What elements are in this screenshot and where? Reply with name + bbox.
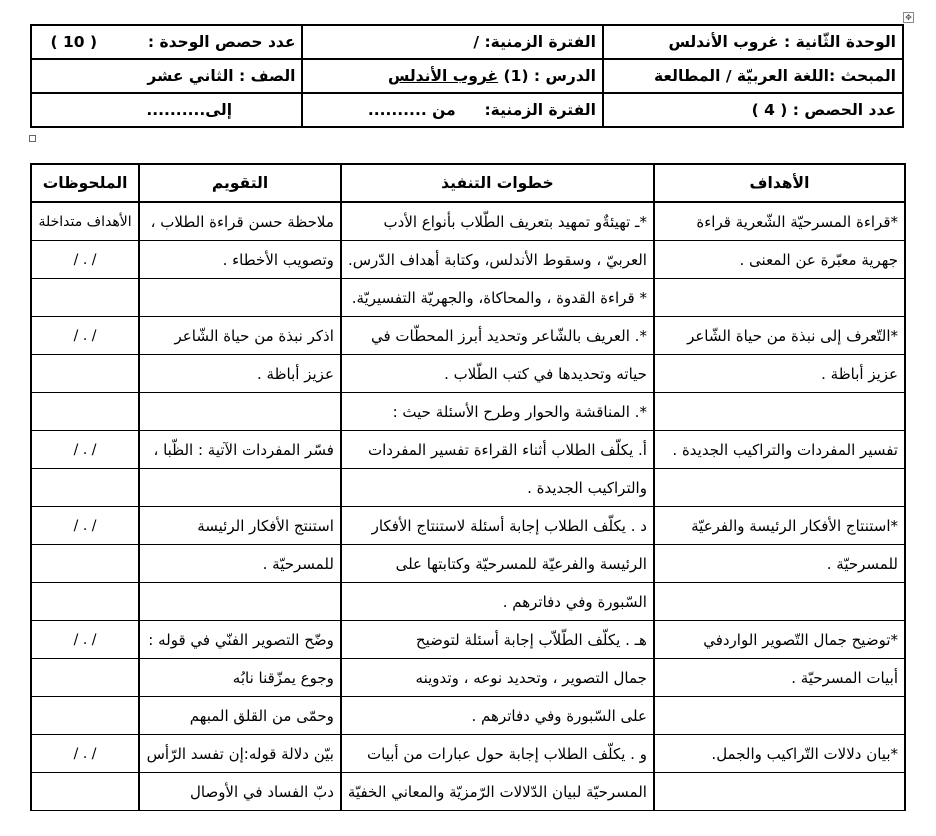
table-move-handle-icon[interactable]: ✥: [903, 12, 914, 23]
subject-cell: المبحث :اللغة العربيّة / المطالعة: [603, 59, 903, 93]
evaluation-cell: عزيز أباظة .: [139, 355, 341, 393]
unit-lessons-value: ( 10 ): [50, 33, 98, 51]
table-header-row: [31, 164, 905, 202]
evaluation-cell: ملاحظة حسن قراءة الطلاب ،: [139, 202, 341, 241]
note-cell: / . /: [31, 735, 139, 773]
evaluation-cell: فسّر المفردات الآتية : الظّبا ،: [139, 431, 341, 469]
goal-cell: [654, 773, 905, 811]
lesson-cell: [302, 59, 602, 93]
table-row: [31, 697, 905, 735]
goal-cell: جهرية معبّرة عن المعنى .: [654, 241, 905, 279]
table-row: [31, 773, 905, 811]
note-cell: / . /: [31, 241, 139, 279]
column-header-evaluation: التقويم: [139, 164, 341, 202]
evaluation-cell: استنتج الأفكار الرئيسة: [139, 507, 341, 545]
evaluation-cell: وضّح التصوير الفنّي في قوله :: [139, 621, 341, 659]
table-row: [31, 355, 905, 393]
note-cell: / . /: [31, 317, 139, 355]
paragraph-mark-icon: [29, 135, 36, 142]
evaluation-cell: اذكر نبذة من حياة الشّاعر: [139, 317, 341, 355]
table-row: [31, 735, 905, 773]
table-row: [31, 393, 905, 431]
goal-cell: *استنتاج الأفكار الرئيسة والفرعيّة: [654, 507, 905, 545]
goal-cell: عزيز أباظة .: [654, 355, 905, 393]
goal-cell: *التّعرف إلى نبذة من حياة الشّاعر: [654, 317, 905, 355]
lesson-plan-table: [30, 163, 906, 811]
table-row: [31, 659, 905, 697]
unit-lessons-cell: [31, 25, 302, 59]
column-header-goals: الأهداف: [654, 164, 905, 202]
note-cell: [31, 469, 139, 507]
note-cell: [31, 355, 139, 393]
unit-lessons-label: عدد حصص الوحدة :: [147, 33, 296, 51]
note-cell: [31, 279, 139, 317]
lesson-title: غروب الأندلس: [387, 67, 499, 85]
step-cell: على السّبورة وفي دفاترهم .: [341, 697, 654, 735]
period-range-label: الفترة الزمنية:: [484, 101, 596, 119]
note-cell: [31, 583, 139, 621]
note-cell: [31, 659, 139, 697]
step-cell: و . يكلّف الطلاب إجابة حول عبارات من أبيات: [341, 735, 654, 773]
goal-cell: أبيات المسرحيّة .: [654, 659, 905, 697]
note-cell: الأهداف متداخلة: [31, 202, 139, 241]
goal-cell: [654, 393, 905, 431]
goal-cell: [654, 469, 905, 507]
evaluation-cell: [139, 469, 341, 507]
table-row: [31, 279, 905, 317]
grade-cell: الصف : الثاني عشر: [31, 59, 302, 93]
step-cell: هـ . يكلّف الطّلاّب إجابة أسئلة لتوضيح: [341, 621, 654, 659]
evaluation-cell: بيّن دلالة قوله:إن تفسد الرّأس: [139, 735, 341, 773]
evaluation-cell: [139, 393, 341, 431]
goal-cell: [654, 697, 905, 735]
column-header-steps: خطوات التنفيذ: [341, 164, 654, 202]
goal-cell: *بيان دلالات التّراكيب والجمل.: [654, 735, 905, 773]
evaluation-cell: للمسرحيّة .: [139, 545, 341, 583]
step-cell: *. العريف بالشّاعر وتحديد أبرز المحطّات في: [341, 317, 654, 355]
table-row: [31, 545, 905, 583]
evaluation-cell: [139, 279, 341, 317]
step-cell: السّبورة وفي دفاترهم .: [341, 583, 654, 621]
table-row: [31, 469, 905, 507]
table-row: [31, 621, 905, 659]
note-cell: / . /: [31, 431, 139, 469]
step-cell: المسرحيّة لبيان الدّلالات الرّمزيّة والمعاني الخفيّة: [341, 773, 654, 811]
step-cell: *. المناقشة والحوار وطرح الأسئلة حيث :: [341, 393, 654, 431]
goal-cell: تفسير المفردات والتراكيب الجديدة .: [654, 431, 905, 469]
table-row: [31, 431, 905, 469]
step-cell: د . يكلّف الطلاب إجابة أسئلة لاستنتاج الأفكار: [341, 507, 654, 545]
step-cell: والتراكيب الجديدة .: [341, 469, 654, 507]
table-row: [31, 507, 905, 545]
note-cell: [31, 697, 139, 735]
evaluation-cell: [139, 583, 341, 621]
table-row: [31, 241, 905, 279]
step-cell: العربيّ ، وسقوط الأندلس، وكتابة أهداف الدّرس.: [341, 241, 654, 279]
note-cell: [31, 393, 139, 431]
goal-cell: [654, 279, 905, 317]
step-cell: * قراءة القدوة ، والمحاكاة، والجهريّة التفسيريّة.: [341, 279, 654, 317]
table-row: [31, 317, 905, 355]
period-range-to: إلى..........: [146, 101, 233, 119]
step-cell: الرئيسة والفرعيّة للمسرحيّة وكتابتها على: [341, 545, 654, 583]
evaluation-cell: دبّ الفساد في الأوصال: [139, 773, 341, 811]
step-cell: حياته وتحديدها في كتب الطّلاب .: [341, 355, 654, 393]
goal-cell: للمسرحيّة .: [654, 545, 905, 583]
table-row: [31, 583, 905, 621]
step-cell: أ. يكلّف الطلاب أثناء القراءة تفسير المفردات: [341, 431, 654, 469]
note-cell: / . /: [31, 621, 139, 659]
table-row: [31, 202, 905, 241]
step-cell: *ـ تهيئةٌو تمهيد بتعريف الطّلاب بأنواع الأدب: [341, 202, 654, 241]
period-range-to-cell: [31, 93, 302, 127]
evaluation-cell: وتصويب الأخطاء .: [139, 241, 341, 279]
note-cell: [31, 545, 139, 583]
lessons-count-cell: عدد الحصص : ( 4 ): [603, 93, 903, 127]
unit-cell: الوحدة الثّانية : غروب الأندلس: [603, 25, 903, 59]
lesson-label: الدرس : (1): [503, 67, 596, 85]
period-cell: الفترة الزمنية: /: [302, 25, 602, 59]
column-header-notes: الملحوظات: [31, 164, 139, 202]
evaluation-cell: وجوع يمزّقنا نابُه: [139, 659, 341, 697]
period-range-cell: [302, 93, 602, 127]
note-cell: / . /: [31, 507, 139, 545]
period-range-from: من ..........: [367, 101, 456, 119]
goal-cell: *توضيح جمال التّصوير الواردفي: [654, 621, 905, 659]
note-cell: [31, 773, 139, 811]
goal-cell: *قراءة المسرحيّة الشّعرية قراءة: [654, 202, 905, 241]
step-cell: جمال التصوير ، وتحديد نوعه ، وتدوينه: [341, 659, 654, 697]
goal-cell: [654, 583, 905, 621]
lesson-info-table: [30, 24, 904, 128]
evaluation-cell: وحمّى من القلق المبهم: [139, 697, 341, 735]
